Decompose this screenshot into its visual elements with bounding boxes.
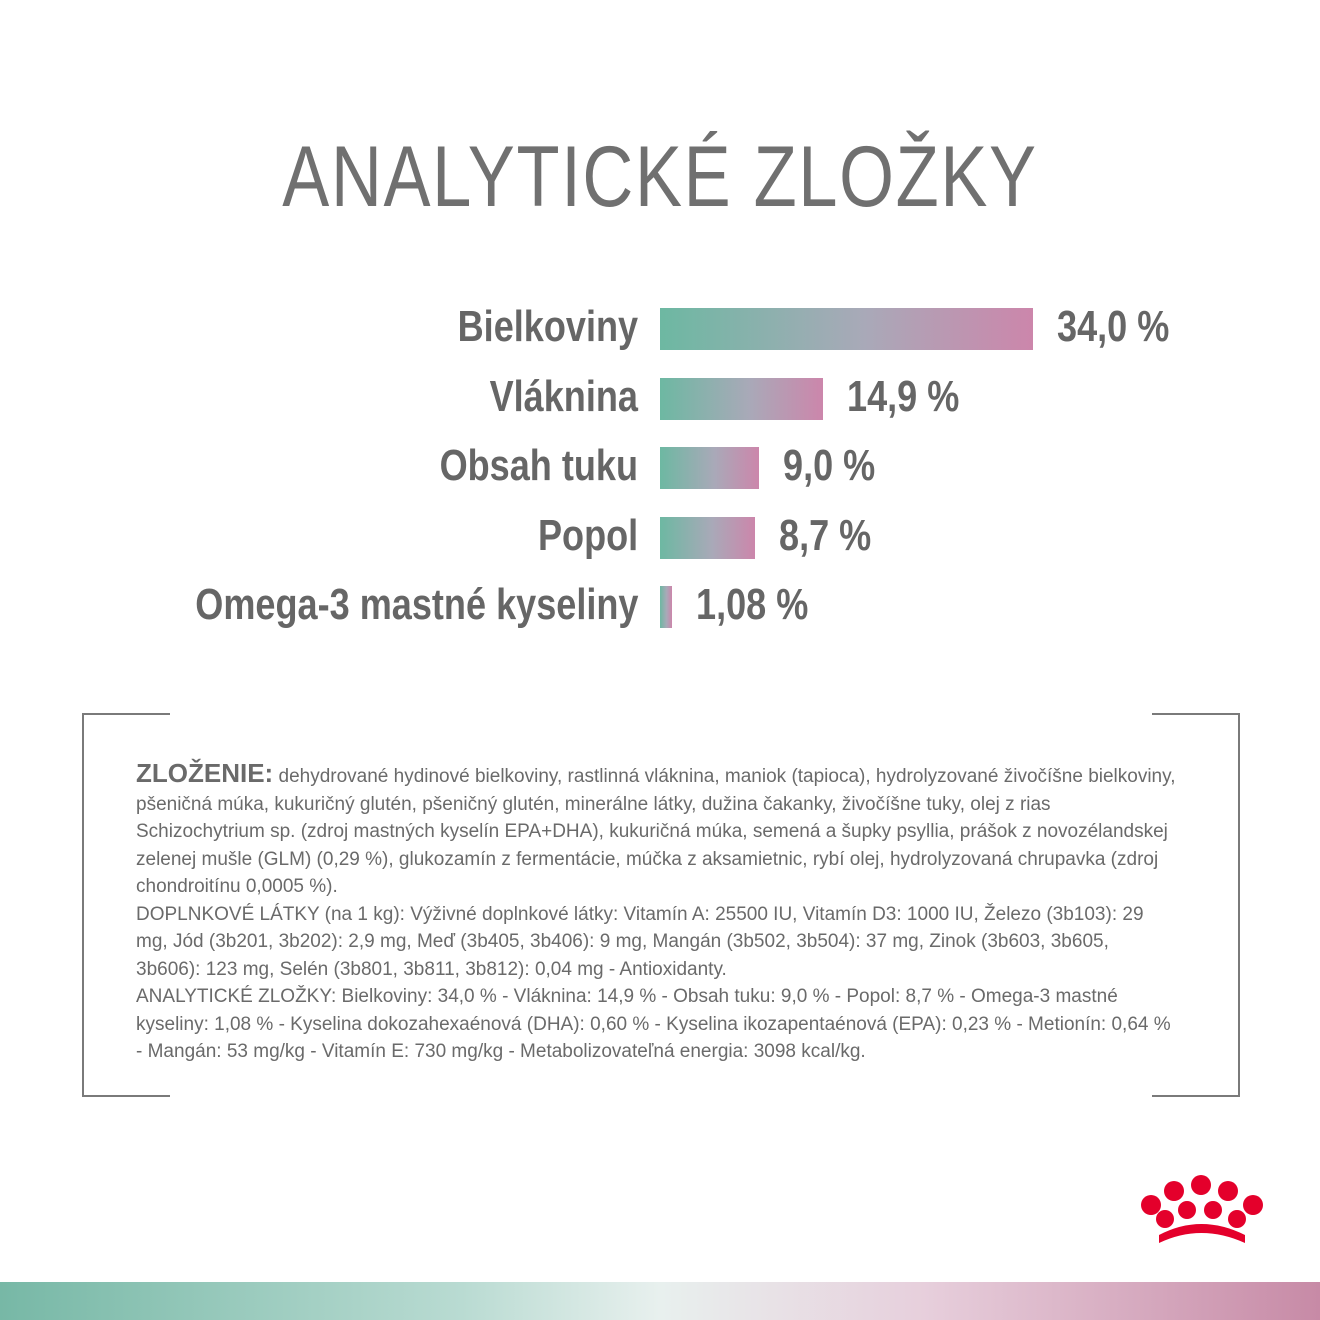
- additives-paragraph: DOPLNKOVÉ LÁTKY (na 1 kg): Výživné doplnkové látky: Vitamín A: 25500 IU, Vitamín D3: 1000 IU, Železo (3b103): 29 mg, Jód (3b201, 3b202): 2,9 mg, Meď (3b405, 3b406): 9 mg, Mangán (3b502, 3b504): 37 mg, Zinok (3b603, 3b605, 3b606): 123 mg, Selén (3b801, 3b811, 3b812): 0,04 mg - Antioxidanty.: [136, 903, 1144, 980]
- category-label: Vláknina: [489, 371, 638, 421]
- value-label: 1,08 %: [695, 580, 809, 629]
- category-label: Obsah tuku: [439, 441, 638, 490]
- ingredients-paragraph: [136, 760, 1176, 901]
- category-label: Popol: [537, 510, 638, 560]
- page-title: ANALYTICKÉ ZLOŽKY: [282, 129, 1038, 225]
- composition-text: [136, 760, 1176, 1066]
- value-label: 8,7 %: [779, 510, 872, 560]
- ingredients-text: dehydrované hydinové bielkoviny, rastlinná vláknina, maniok (tapioca), hydrolyzované živočíšne bielkoviny, pšeničná múka, kukuričný glutén, pšeničný glutén, minerálne látky, dužina čakanky, živočíšne tuky, olej z rias Schizochytrium sp. (zdroj mastných kyselín EPA+DHA), kukuričná múka, semená a šupky psyllia, prášok z novozélandskej zelenej mušle (GLM) (0,29 %), glukozamín z fermentácie, múčka z aksamietnic, rybí olej, hydrolyzovaná chrupavka (zdroj chondroitínu 0,0005 %).: [136, 766, 1176, 897]
- bar: [660, 586, 672, 628]
- bar: [660, 308, 1033, 350]
- crown-logo-icon: [1135, 1175, 1275, 1255]
- value-label: 34,0 %: [1057, 302, 1170, 351]
- bar-chart: [0, 290, 1320, 650]
- analytical-paragraph: ANALYTICKÉ ZLOŽKY: Bielkoviny: 34,0 % - Vláknina: 14,9 % - Obsah tuku: 9,0 % - Popol: 8,7 % - Omega-3 mastné kyseliny: 1,08 % - Kyselina dokozahexaénová (DHA): 0,60 % - Kyselina ikozapentaénová (EPA): 0,23 % - Metionín: 0,64 % - Mangán: 53 mg/kg - Vitamín E: 730 mg/kg - Metabolizovateľná energia: 3098 kcal/kg.: [136, 986, 1171, 1062]
- composition-heading: ZLOŽENIE:: [136, 758, 274, 788]
- bar: [660, 378, 823, 420]
- value-label: 14,9 %: [847, 371, 960, 421]
- value-label: 9,0 %: [782, 441, 875, 490]
- bar: [660, 447, 759, 489]
- category-label: Bielkoviny: [457, 302, 638, 351]
- bottom-gradient-band: [0, 1282, 1320, 1320]
- category-label: Omega-3 mastné kyseliny: [194, 580, 638, 629]
- bar: [660, 517, 755, 559]
